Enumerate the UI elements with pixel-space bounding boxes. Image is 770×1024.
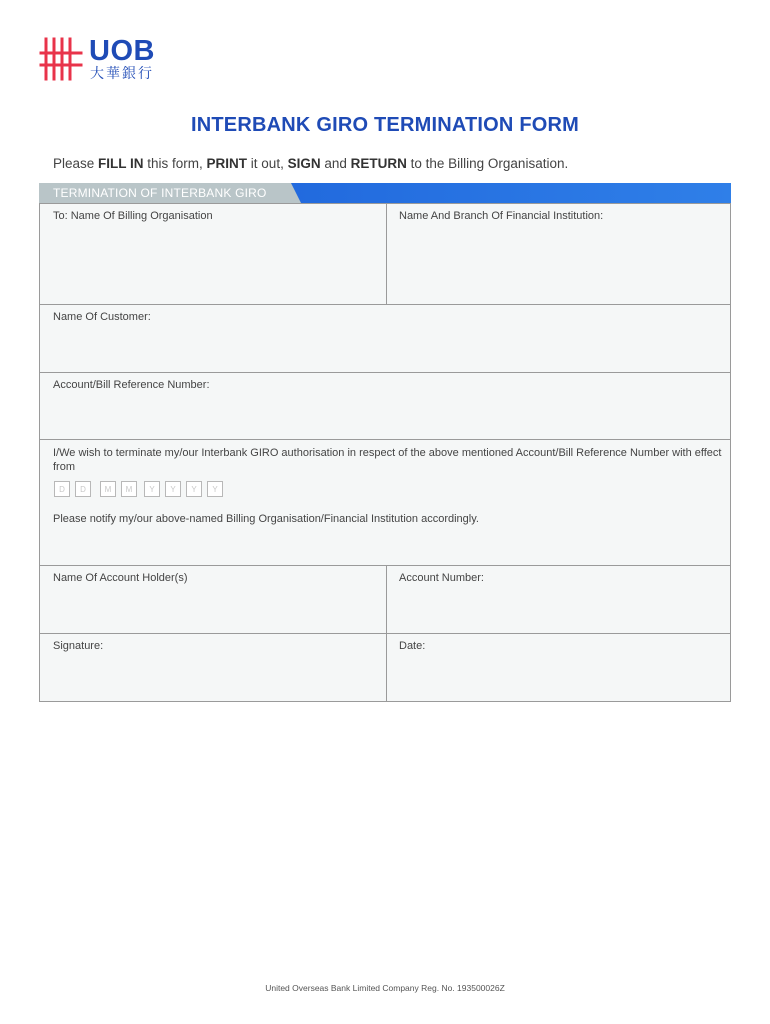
billing-org-label: To: Name Of Billing Organisation [53,210,213,222]
brand-name: UOB [89,35,155,67]
account-number-field[interactable] [386,566,730,633]
termination-statement: I/We wish to terminate my/our Interbank GIRO authorisation in respect of the above mentioned Account/Bill Reference Number with effect from [53,447,722,473]
section-title: TERMINATION OF INTERBANK GIRO [53,186,267,200]
divider [386,566,387,633]
notify-statement: Please notify my/our above-named Billing Organisation/Financial Institution accordingly. [53,513,479,525]
account-ref-field[interactable] [40,373,730,439]
account-number-label: Account Number: [399,572,484,584]
form-title: INTERBANK GIRO TERMINATION FORM [190,114,580,136]
bank-branch-field[interactable] [386,204,730,304]
brand-chinese-name: 大華銀行 [90,65,154,81]
bank-branch-label: Name And Branch Of Financial Institution: [399,210,604,222]
signature-label: Signature: [53,640,104,652]
date-year-box[interactable]: Y [186,481,202,497]
date-day-box[interactable]: D [54,481,70,497]
divider [40,439,730,440]
account-ref-label: Account/Bill Reference Number: [53,379,210,391]
date-year-box[interactable]: Y [207,481,223,497]
uob-mark-icon [38,36,84,82]
customer-name-label: Name Of Customer: [53,311,151,323]
date-year-box[interactable]: Y [144,481,160,497]
account-holder-field[interactable] [40,566,386,633]
date-year-box[interactable]: Y [165,481,181,497]
form-instructions: Please FILL IN this form, PRINT it out, SIGN and RETURN to the Billing Organisation. [53,156,569,171]
date-month-box[interactable]: M [121,481,137,497]
termination-form [39,203,731,702]
customer-name-field[interactable] [40,305,730,372]
divider [386,634,387,701]
date-month-box[interactable]: M [100,481,116,497]
footer-company-reg: United Overseas Bank Limited Company Reg. No. 193500026Z [265,983,505,993]
account-holder-label: Name Of Account Holder(s) [53,572,188,584]
section-header [39,183,731,203]
divider [386,204,387,304]
date-label: Date: [399,640,426,652]
signature-field[interactable] [40,634,386,701]
billing-org-field[interactable] [40,204,386,304]
date-day-box[interactable]: D [75,481,91,497]
date-field[interactable] [386,634,730,701]
